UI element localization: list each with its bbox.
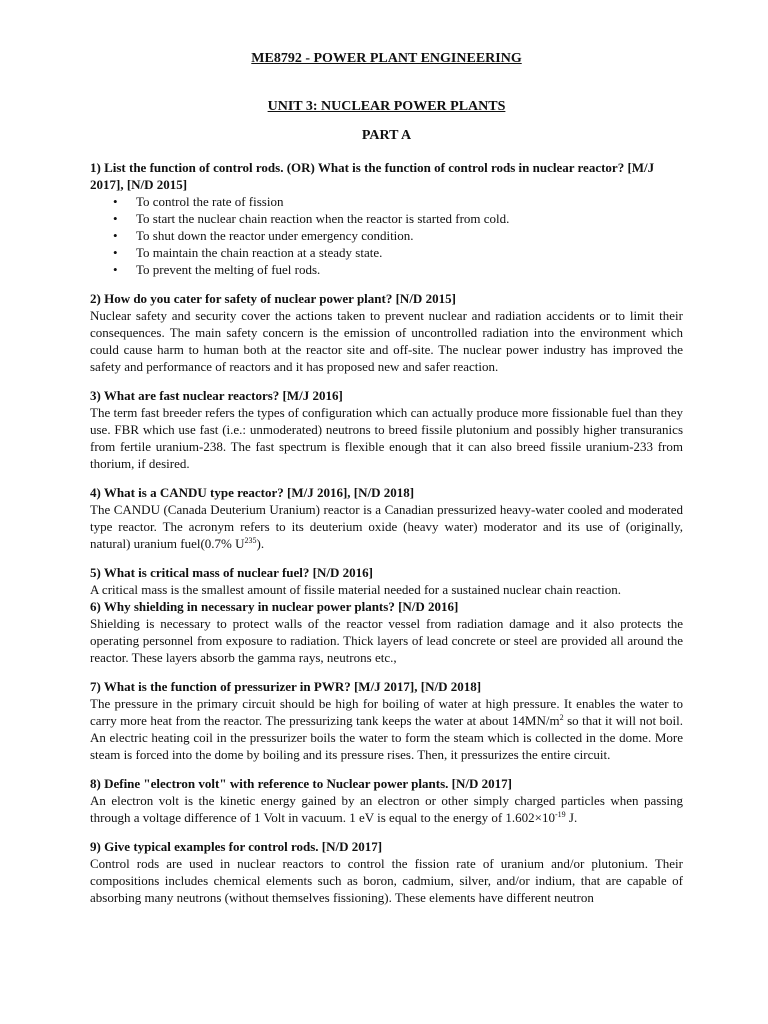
answer-7-text-b: so that it will not boil. An electric heating coil in the pressurizer boils the water to form the steam which is collected in the dome. More steam is forced into the dome by boiling and its pressure rises. Then, it pressurizes the entire circuit.	[90, 713, 683, 762]
question-block-2	[90, 290, 683, 375]
answer-4-end: ).	[256, 536, 265, 551]
exponent-superscript: -19	[555, 810, 566, 819]
answer-6: Shielding is necessary to protect walls of the reactor vessel from radiation damage and it also protects the operating personnel from exposure to radiation. Thick layers of lead concrete or steel are provided all around the reactor. These layers absorb the gamma rays, neutrons etc.,	[90, 616, 683, 665]
answer-1-list	[90, 193, 683, 278]
answer-8-text-a: An electron volt is the kinetic energy gained by an electron or other simply charged particles when passing through a voltage difference of 1 Volt in vacuum. 1 eV is equal to the energy of 1.602×10	[90, 793, 683, 825]
answer-7	[90, 695, 683, 763]
question-block-9	[90, 838, 683, 906]
list-item: • To control the rate of fission	[136, 193, 683, 210]
answer-9: Control rods are used in nuclear reactors to control the fission rate of uranium and/or plutonium. Their compositions includes chemical elements such as boron, cadmium, silver, and/or indium, that are capable of absorbing many neutrons (without themselves fissioning). These elements have different neutron	[90, 856, 683, 905]
answer-4	[90, 501, 683, 552]
question-8: 8) Define "electron volt" with reference to Nuclear power plants. [N/D 2017]	[90, 776, 512, 791]
list-item: • To prevent the melting of fuel rods.	[136, 261, 683, 278]
question-block-3	[90, 387, 683, 472]
answer-3: The term fast breeder refers the types of configuration which can actually produce more fissionable fuel than they use. FBR which use fast (i.e.: unmoderated) neutrons to breed fissile plutonium and possibly higher transuranics from fertile uranium-238. The fast spectrum is flexible enough that it can also breed fissile uranium-233 from thorium, if desired.	[90, 405, 683, 471]
answer-2: Nuclear safety and security cover the actions taken to prevent nuclear and radiation accidents or to limit their consequences. The main safety concern is the emission of uncontrolled radiation into the environment which could cause harm to human both at the reactor site and off-site. The nuclear power industry has improved the safety and performance of reactors and it has proposed new and safer reaction.	[90, 308, 683, 374]
answer-7-text-a: The pressure in the primary circuit should be high for boiling of water at high pressure. It enables the water to carry more heat from the reactor. The pressurizing tank keeps the water at about 14MN/m	[90, 696, 683, 728]
question-block-7	[90, 678, 683, 763]
question-7: 7) What is the function of pressurizer in PWR? [M/J 2017], [N/D 2018]	[90, 679, 482, 694]
question-5: 5) What is critical mass of nuclear fuel? [N/D 2016]	[90, 565, 373, 580]
uranium-isotope-superscript: 235	[244, 536, 257, 545]
answer-8	[90, 792, 683, 826]
answer-8-text-b: J.	[565, 810, 578, 825]
question-block-8	[90, 775, 683, 826]
unit-superscript: 2	[559, 713, 564, 722]
unit-title: UNIT 3: NUCLEAR POWER PLANTS	[267, 99, 506, 114]
list-item: • To start the nuclear chain reaction when the reactor is started from cold.	[136, 210, 683, 227]
course-title: ME8792 - POWER PLANT ENGINEERING	[251, 51, 522, 66]
list-item: • To maintain the chain reaction at a steady state.	[136, 244, 683, 261]
question-9: 9) Give typical examples for control rods. [N/D 2017]	[90, 839, 383, 854]
question-block-1	[90, 159, 683, 278]
question-block-5	[90, 564, 683, 598]
list-item: • To shut down the reactor under emergency condition.	[136, 227, 683, 244]
question-2: 2) How do you cater for safety of nuclear power plant? [N/D 2015]	[90, 291, 456, 306]
part-title: PART A	[361, 128, 412, 143]
question-1: 1) List the function of control rods. (OR) What is the function of control rods in nuclear reactor? [M/J 2017], [N/D 2015]	[90, 160, 655, 192]
answer-5: A critical mass is the smallest amount of fissile material needed for a sustained nuclear chain reaction.	[90, 582, 622, 597]
question-4: 4) What is a CANDU type reactor? [M/J 2016], [N/D 2018]	[90, 485, 415, 500]
question-6: 6) Why shielding in necessary in nuclear power plants? [N/D 2016]	[90, 599, 459, 614]
question-block-6	[90, 598, 683, 666]
question-block-4	[90, 484, 683, 552]
question-3: 3) What are fast nuclear reactors? [M/J 2016]	[90, 388, 343, 403]
answer-4-text: The CANDU (Canada Deuterium Uranium) reactor is a Canadian pressurized heavy-water cooled and moderated type reactor. The acronym refers to its deuterium oxide (heavy water) moderator and its use of (originally, natural) uranium fuel(0.7% U	[90, 502, 683, 551]
document-content	[90, 50, 683, 918]
